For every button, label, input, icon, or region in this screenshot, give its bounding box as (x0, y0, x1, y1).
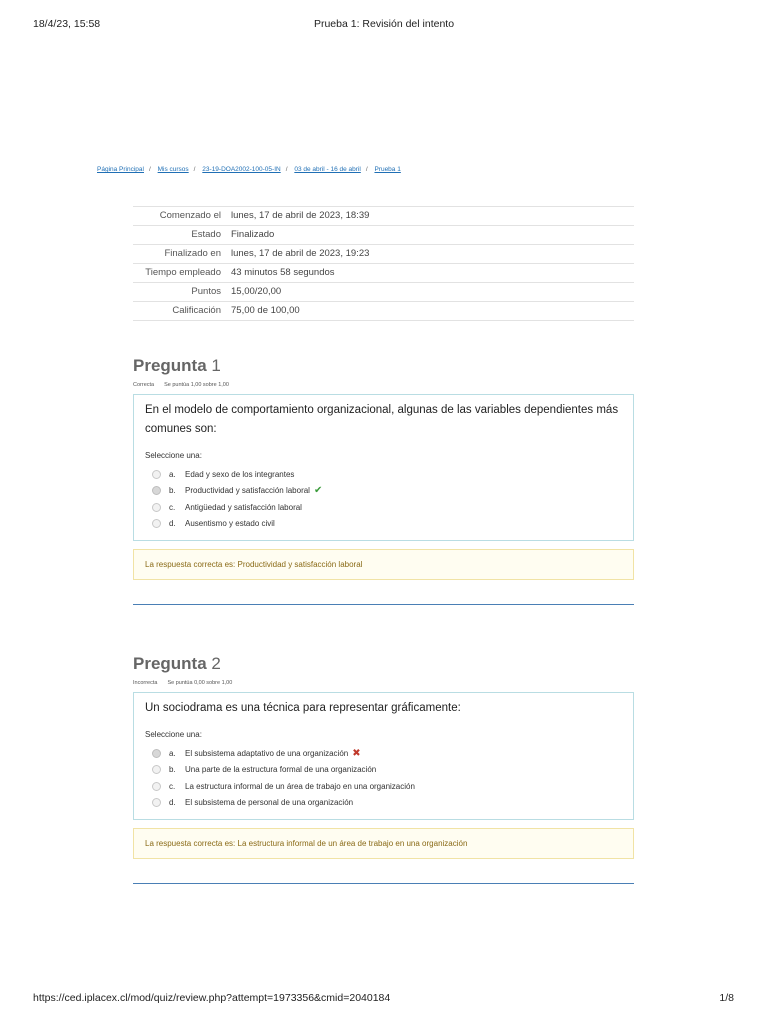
radio-button[interactable] (152, 486, 161, 495)
answer-prompt: Seleccione una: (145, 451, 202, 460)
question-divider (133, 883, 634, 884)
option-letter: b. (169, 486, 176, 496)
breadcrumb-course[interactable]: 23-19-DOA2002-100-05-IN (202, 166, 281, 173)
option-text: Ausentismo y estado civil (185, 519, 275, 529)
question-label: Pregunta (133, 654, 207, 673)
option-text: Una parte de la estructura formal de una organización (185, 765, 377, 775)
question-score: Se puntúa 1,00 sobre 1,00 (164, 382, 229, 388)
question-label: Pregunta (133, 356, 207, 375)
summary-row (133, 283, 634, 302)
question-info (133, 382, 634, 388)
question-score: Se puntúa 0,00 sobre 1,00 (167, 680, 233, 686)
option-letter: a. (169, 748, 176, 758)
question-title (133, 356, 634, 376)
question-1 (133, 356, 634, 605)
check-icon: ✔ (313, 485, 323, 497)
summary-label: Estado (133, 226, 227, 245)
summary-row (133, 264, 634, 283)
breadcrumb-section[interactable]: 03 de abril - 16 de abril (294, 166, 361, 173)
radio-button[interactable] (152, 503, 161, 512)
radio-button[interactable] (152, 765, 161, 774)
answer-option[interactable] (145, 499, 622, 516)
question-text: En el modelo de comportamiento organizacional, algunas de las variables dependientes más comunes son: (145, 404, 619, 435)
radio-button[interactable] (152, 519, 161, 528)
question-text: Un sociodrama es una técnica para representar gráficamente: (145, 702, 461, 714)
cross-icon: ✖ (352, 747, 361, 759)
answer-option[interactable] (145, 778, 622, 795)
question-content (133, 394, 634, 541)
attempt-summary-table (133, 206, 634, 321)
option-letter: c. (169, 781, 176, 791)
print-url: https://ced.iplacex.cl/mod/quiz/review.php?attempt=1973356&cmid=2040184 (33, 992, 391, 1004)
summary-label: Puntos (133, 283, 227, 302)
summary-value: 15,00/20,00 (227, 283, 634, 302)
option-text: El subsistema de personal de una organización (185, 798, 354, 808)
question-status: Correcta (133, 382, 155, 388)
print-page-number: 1/8 (719, 992, 734, 1004)
question-content (133, 692, 634, 820)
breadcrumb: Página Principal / Mis cursos / 23-19-DOA2002-100-05-IN / 03 de abril - 16 de abril / Prueba 1 (97, 166, 401, 173)
question-divider (133, 604, 634, 605)
summary-label: Calificación (133, 302, 227, 321)
summary-label: Finalizado en (133, 245, 227, 264)
option-letter: a. (169, 469, 176, 479)
question-title (133, 654, 634, 674)
question-info (133, 680, 634, 686)
radio-button[interactable] (152, 798, 161, 807)
summary-value: 43 minutos 58 segundos (227, 264, 634, 283)
correct-answer-feedback: La respuesta correcta es: La estructura informal de un área de trabajo en una organización (133, 828, 634, 859)
correct-answer-feedback: La respuesta correcta es: Productividad y satisfacción laboral (133, 549, 634, 580)
option-text: Productividad y satisfacción laboral (185, 486, 310, 496)
breadcrumb-quiz[interactable]: Prueba 1 (374, 166, 401, 173)
option-text: La estructura informal de un área de trabajo en una organización (185, 781, 415, 791)
print-title: Prueba 1: Revisión del intento (313, 18, 455, 30)
option-letter: d. (169, 798, 176, 808)
option-text: El subsistema adaptativo de una organización (185, 748, 349, 758)
print-datetime: 18/4/23, 15:58 (33, 18, 101, 30)
answer-option[interactable] (145, 483, 622, 500)
summary-value: Finalizado (227, 226, 634, 245)
option-letter: c. (169, 502, 176, 512)
summary-value: lunes, 17 de abril de 2023, 19:23 (227, 245, 634, 264)
summary-label: Tiempo empleado (133, 264, 227, 283)
answer-option[interactable] (145, 762, 622, 779)
summary-row (133, 245, 634, 264)
answer-option[interactable] (145, 466, 622, 483)
question-2 (133, 654, 634, 884)
print-header (0, 18, 768, 32)
option-text: Antigüedad y satisfacción laboral (185, 502, 302, 512)
question-status: Incorrecta (133, 680, 158, 686)
radio-button[interactable] (152, 749, 161, 758)
summary-row (133, 226, 634, 245)
summary-value: lunes, 17 de abril de 2023, 18:39 (227, 207, 634, 226)
answer-option[interactable] (145, 516, 622, 533)
summary-row (133, 302, 634, 321)
question-number: 2 (211, 654, 221, 673)
summary-value: 75,00 de 100,00 (227, 302, 634, 321)
answer-prompt: Seleccione una: (145, 730, 202, 739)
option-letter: d. (169, 519, 176, 529)
breadcrumb-home[interactable]: Página Principal (97, 166, 144, 173)
radio-button[interactable] (152, 782, 161, 791)
question-number: 1 (211, 356, 221, 375)
option-text: Edad y sexo de los integrantes (185, 469, 295, 479)
radio-button[interactable] (152, 470, 161, 479)
summary-row (133, 207, 634, 226)
option-letter: b. (169, 765, 176, 775)
summary-label: Comenzado el (133, 207, 227, 226)
answer-option[interactable] (145, 795, 622, 812)
answer-option[interactable] (145, 745, 622, 762)
breadcrumb-my-courses[interactable]: Mis cursos (157, 166, 189, 173)
